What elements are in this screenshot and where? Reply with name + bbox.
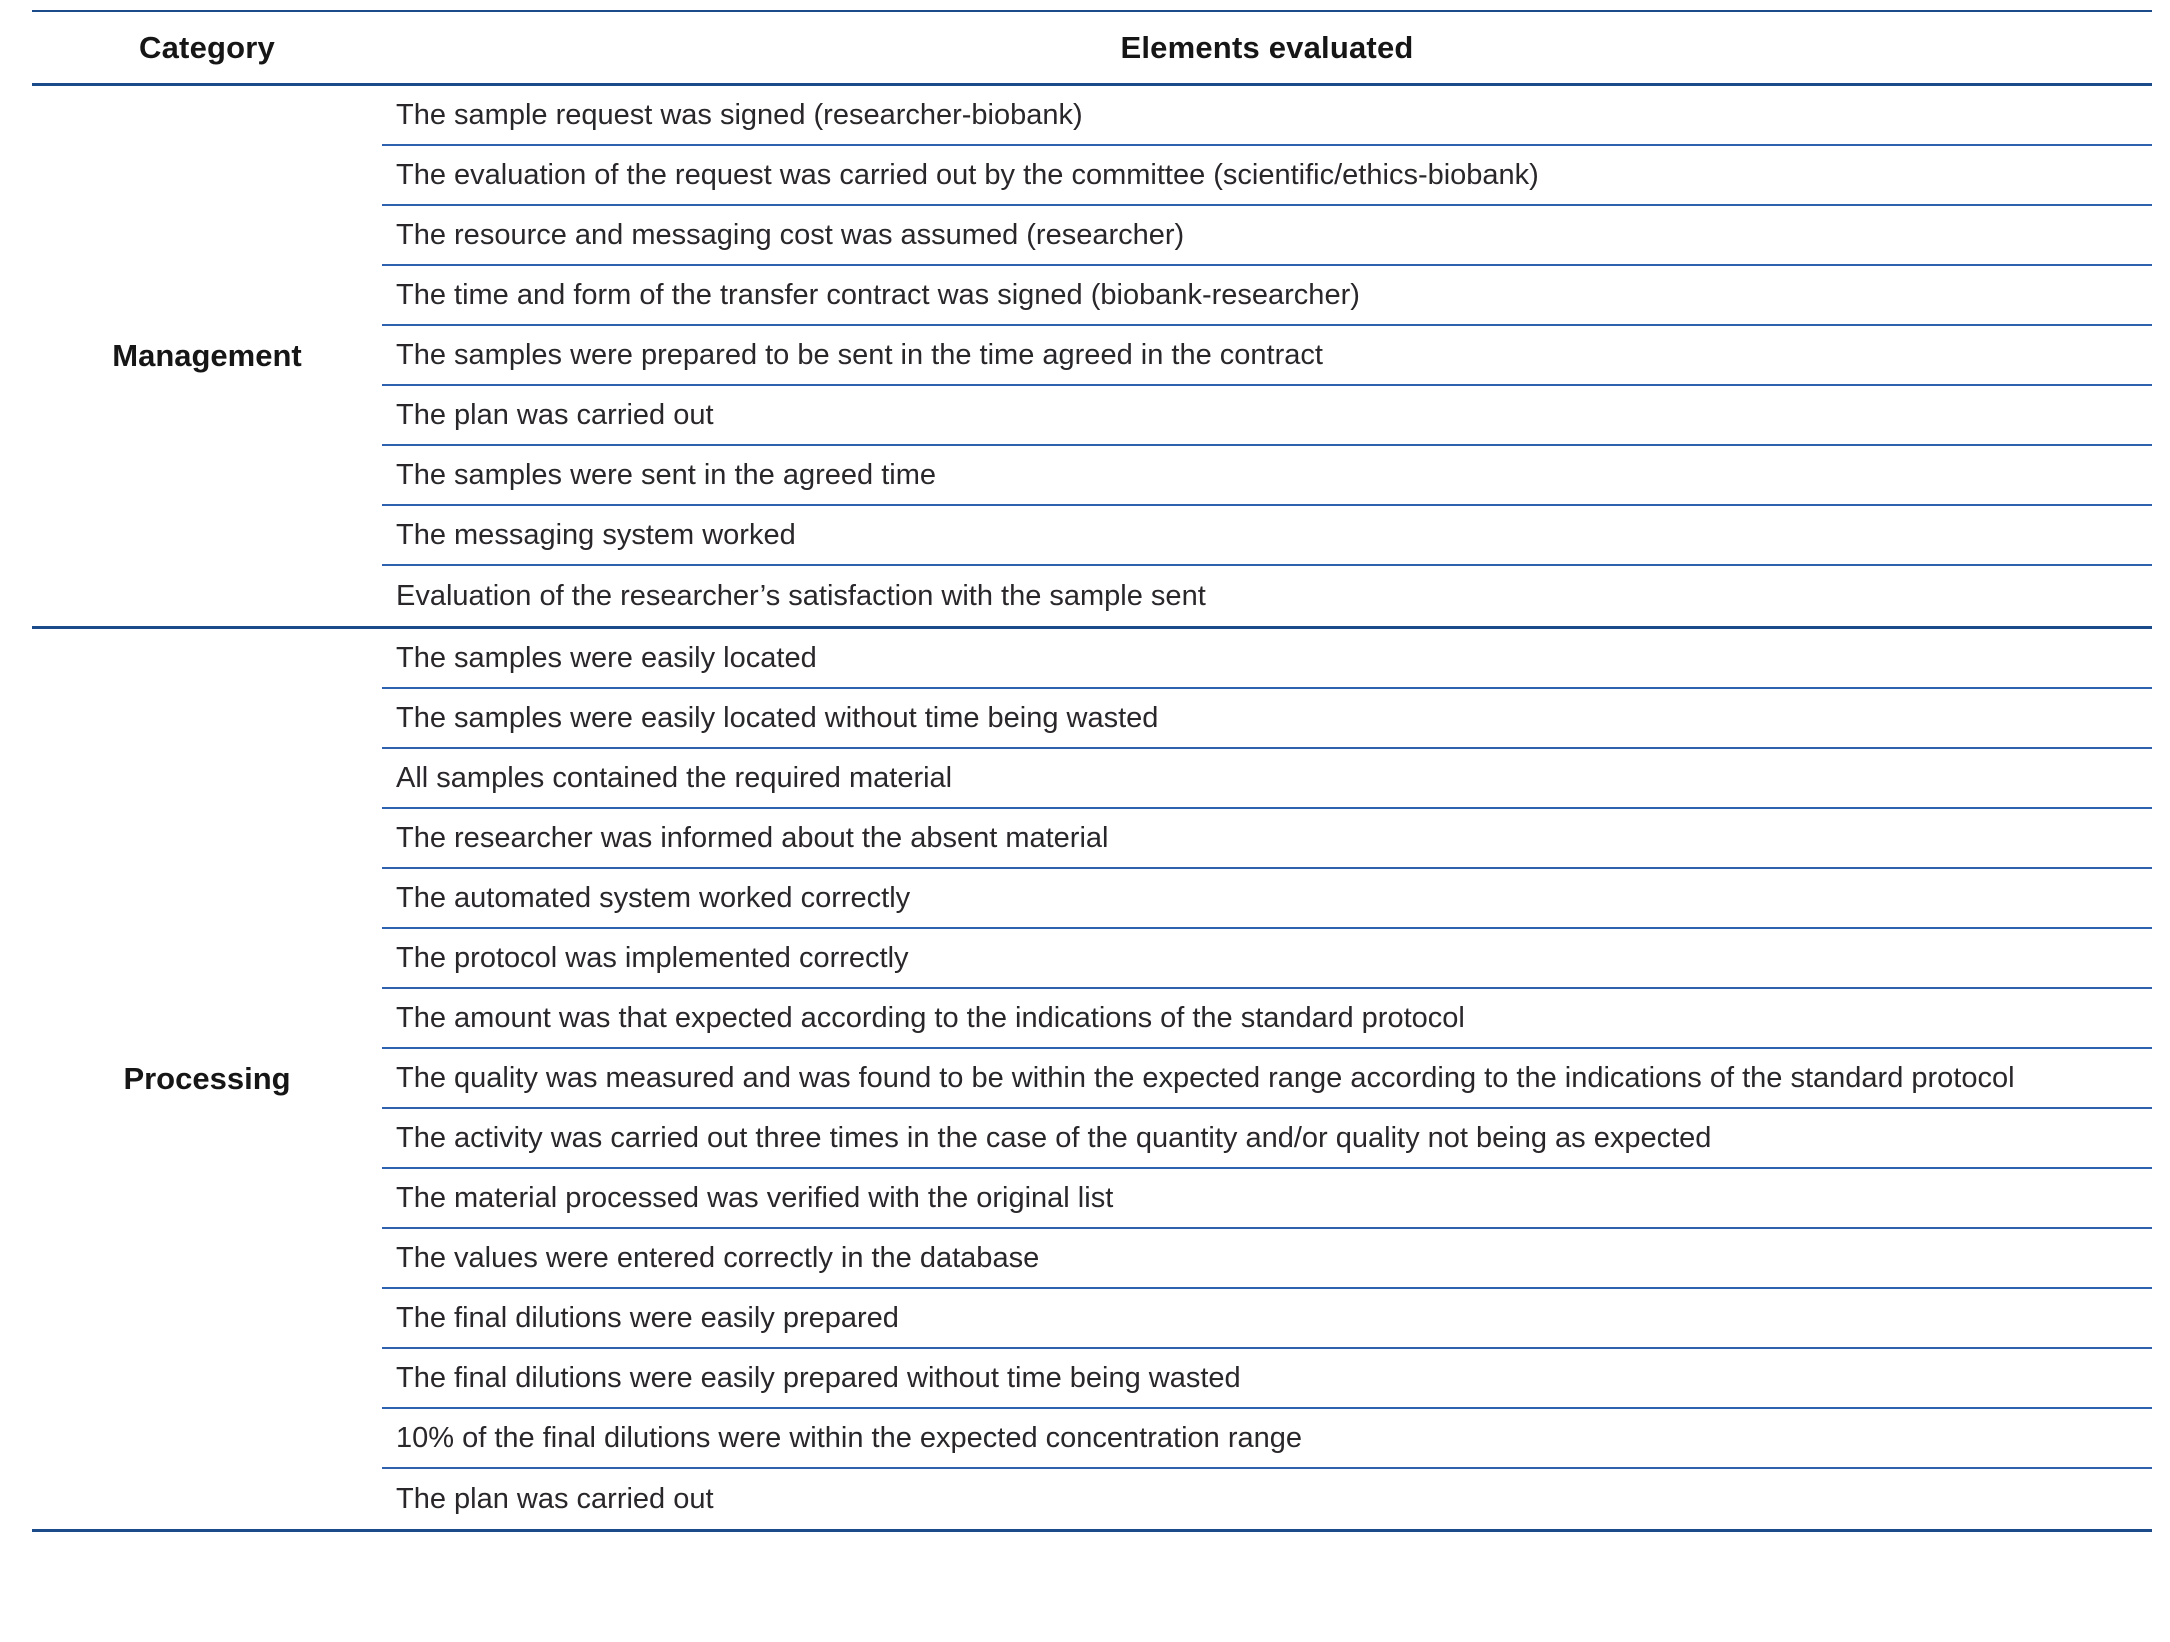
section-management xyxy=(32,86,2152,629)
table-row xyxy=(382,566,2152,626)
table-row xyxy=(382,1229,2152,1289)
table-row xyxy=(382,506,2152,566)
row-text: The automated system worked correctly xyxy=(396,881,911,914)
category-label-management: Management xyxy=(112,338,302,373)
evaluation-table xyxy=(32,10,2152,1532)
table-row xyxy=(382,869,2152,929)
table-row xyxy=(382,1409,2152,1469)
row-text: The amount was that expected according to the indications of the standard protocol xyxy=(396,1001,1465,1034)
row-text: The final dilutions were easily prepared xyxy=(396,1301,899,1334)
row-text: The resource and messaging cost was assumed (researcher) xyxy=(396,218,1185,251)
column-header-elements: Elements evaluated xyxy=(1120,29,1414,65)
section-processing xyxy=(32,629,2152,1532)
table-row xyxy=(382,689,2152,749)
row-text: The quality was measured and was found to be within the expected range according to the indications of the standard protocol xyxy=(396,1061,2015,1094)
row-text: The final dilutions were easily prepared without time being wasted xyxy=(396,1361,1241,1394)
row-text: The activity was carried out three times in the case of the quantity and/or quality not being as expected xyxy=(396,1121,1712,1154)
table-row xyxy=(382,929,2152,989)
table-row xyxy=(382,629,2152,689)
table-row xyxy=(382,1109,2152,1169)
table-header-row xyxy=(32,10,2152,86)
row-text: The samples were easily located xyxy=(396,641,817,674)
section-management-rows xyxy=(382,86,2152,626)
table-row xyxy=(382,809,2152,869)
table-row xyxy=(382,1289,2152,1349)
row-text: The samples were prepared to be sent in the time agreed in the contract xyxy=(396,338,1323,371)
row-text: The messaging system worked xyxy=(396,518,796,551)
table-row xyxy=(382,206,2152,266)
table-row xyxy=(382,989,2152,1049)
column-header-category: Category xyxy=(139,29,275,65)
table-row xyxy=(382,446,2152,506)
category-label-processing: Processing xyxy=(123,1061,291,1096)
row-text: The samples were easily located without time being wasted xyxy=(396,701,1159,734)
row-text: The values were entered correctly in the database xyxy=(396,1241,1040,1274)
row-text: All samples contained the required material xyxy=(396,761,953,794)
row-text: Evaluation of the researcher’s satisfaction with the sample sent xyxy=(396,579,1206,612)
table-row xyxy=(382,266,2152,326)
row-text: The plan was carried out xyxy=(396,1482,714,1515)
table-row xyxy=(382,386,2152,446)
table-row xyxy=(382,1349,2152,1409)
row-text: The samples were sent in the agreed time xyxy=(396,458,936,491)
row-text: The time and form of the transfer contract was signed (biobank-researcher) xyxy=(396,278,1360,311)
table-row xyxy=(382,1169,2152,1229)
table-row xyxy=(382,1049,2152,1109)
table-row xyxy=(382,86,2152,146)
table-row xyxy=(382,326,2152,386)
row-text: 10% of the final dilutions were within the expected concentration range xyxy=(396,1421,1303,1454)
table-row xyxy=(382,146,2152,206)
row-text: The material processed was verified with the original list xyxy=(396,1181,1114,1214)
row-text: The protocol was implemented correctly xyxy=(396,941,909,974)
table-row xyxy=(382,749,2152,809)
table-row xyxy=(382,1469,2152,1529)
row-text: The plan was carried out xyxy=(396,398,714,431)
section-processing-rows xyxy=(382,629,2152,1529)
row-text: The sample request was signed (researcher-biobank) xyxy=(396,98,1083,131)
row-text: The evaluation of the request was carried out by the committee (scientific/ethics-biobank) xyxy=(396,158,1539,191)
row-text: The researcher was informed about the absent material xyxy=(396,821,1109,854)
